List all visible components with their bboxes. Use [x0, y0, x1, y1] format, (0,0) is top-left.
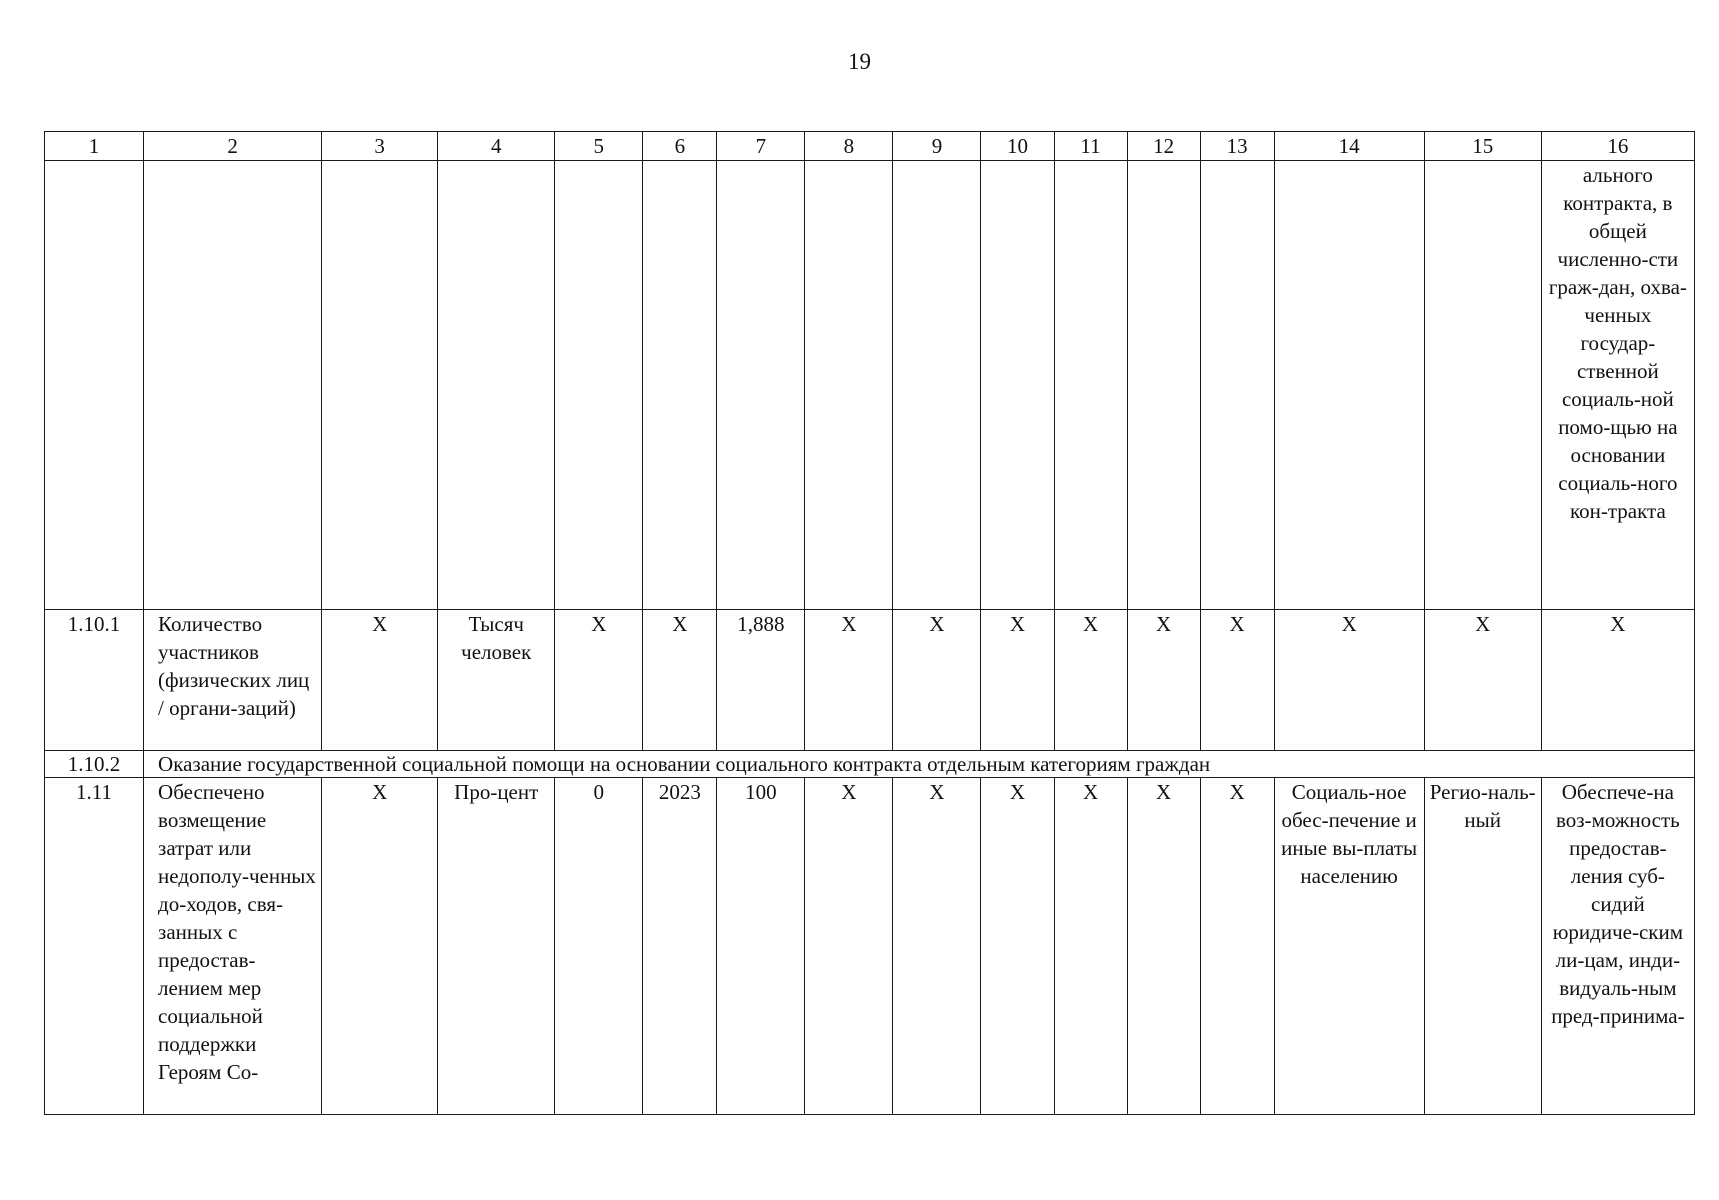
- table-cell: [981, 161, 1054, 610]
- indicators-table: [44, 131, 1695, 1115]
- unit-cell: Тысяч человек: [438, 610, 555, 751]
- table-cell: [322, 161, 438, 610]
- table-row: [45, 778, 1695, 1115]
- table-cell: X: [1127, 610, 1200, 751]
- table-cell: X: [1054, 610, 1127, 751]
- table-cell: X: [1200, 778, 1274, 1115]
- header-cell: 15: [1424, 132, 1541, 161]
- header-cell: 16: [1541, 132, 1694, 161]
- table-cell: X: [555, 610, 643, 751]
- unit-cell: Про-цент: [438, 778, 555, 1115]
- row-number-cell: 1.11: [45, 778, 144, 1115]
- page-number: 19: [848, 49, 871, 74]
- table-cell: X: [893, 610, 981, 751]
- value-cell: 1,888: [717, 610, 805, 751]
- table-cell: X: [805, 610, 893, 751]
- base-year-cell: 2023: [643, 778, 717, 1115]
- section-title-cell: Оказание государственной социальной помощи на основании социального контракта отдельным категориям граждан: [144, 751, 1695, 778]
- table-cell: [717, 161, 805, 610]
- table-cell: X: [981, 610, 1054, 751]
- table-cell: [893, 161, 981, 610]
- table-cell: X: [1127, 778, 1200, 1115]
- table-row: [45, 751, 1695, 778]
- header-cell: 10: [981, 132, 1054, 161]
- table-cell: [805, 161, 893, 610]
- table-cell: X: [893, 778, 981, 1115]
- table-cell: X: [643, 610, 717, 751]
- header-cell: 4: [438, 132, 555, 161]
- table-cell: [555, 161, 643, 610]
- base-value-cell: 0: [555, 778, 643, 1115]
- table-cell: X: [981, 778, 1054, 1115]
- header-cell: 9: [893, 132, 981, 161]
- table-row: [45, 161, 1695, 610]
- table-cell: [45, 161, 144, 610]
- table-cell: X: [1054, 778, 1127, 1115]
- header-cell: 2: [144, 132, 322, 161]
- table-cell: [1274, 161, 1424, 610]
- table-cell: X: [322, 778, 438, 1115]
- indicator-name-cell: Обеспечено возмещение затрат или недополу-ченных до-ходов, свя-занных с предостав-лением мер социальной поддержки Героям Со-: [144, 778, 322, 1115]
- table-cell: [144, 161, 322, 610]
- table-cell: X: [322, 610, 438, 751]
- header-cell: 13: [1200, 132, 1274, 161]
- description-cell: Обеспече-на воз-можность предостав-ления суб-сидий юридиче-ским ли-цам, инди-видуаль-ным пред-принима-: [1541, 778, 1694, 1115]
- header-cell: 12: [1127, 132, 1200, 161]
- table-cell: X: [1424, 610, 1541, 751]
- header-cell: 6: [643, 132, 717, 161]
- table-cell: [438, 161, 555, 610]
- table-cell: X: [805, 778, 893, 1115]
- table-cell: [1200, 161, 1274, 610]
- table-cell: X: [1200, 610, 1274, 751]
- header-cell: 7: [717, 132, 805, 161]
- continued-description-cell: ального контракта, в общей численно-сти граж-дан, охва-ченных государ-ственной социаль-ной помо-щью на основании социаль-ного кон-тракта: [1541, 161, 1694, 610]
- value-cell: 100: [717, 778, 805, 1115]
- header-row: [45, 132, 1695, 161]
- header-cell: 1: [45, 132, 144, 161]
- header-cell: 3: [322, 132, 438, 161]
- table-cell: [643, 161, 717, 610]
- table-cell: [1424, 161, 1541, 610]
- table-row: [45, 610, 1695, 751]
- table-cell: [1127, 161, 1200, 610]
- header-cell: 8: [805, 132, 893, 161]
- row-number-cell: 1.10.1: [45, 610, 144, 751]
- table-cell: X: [1541, 610, 1694, 751]
- expense-type-cell: Социаль-ное обес-печение и иные вы-платы населению: [1274, 778, 1424, 1115]
- header-cell: 5: [555, 132, 643, 161]
- table-cell: X: [1274, 610, 1424, 751]
- header-cell: 11: [1054, 132, 1127, 161]
- level-cell: Регио-наль-ный: [1424, 778, 1541, 1115]
- row-number-cell: 1.10.2: [45, 751, 144, 778]
- table-cell: [1054, 161, 1127, 610]
- header-cell: 14: [1274, 132, 1424, 161]
- indicator-name-cell: Количество участников (физических лиц / органи-заций): [144, 610, 322, 751]
